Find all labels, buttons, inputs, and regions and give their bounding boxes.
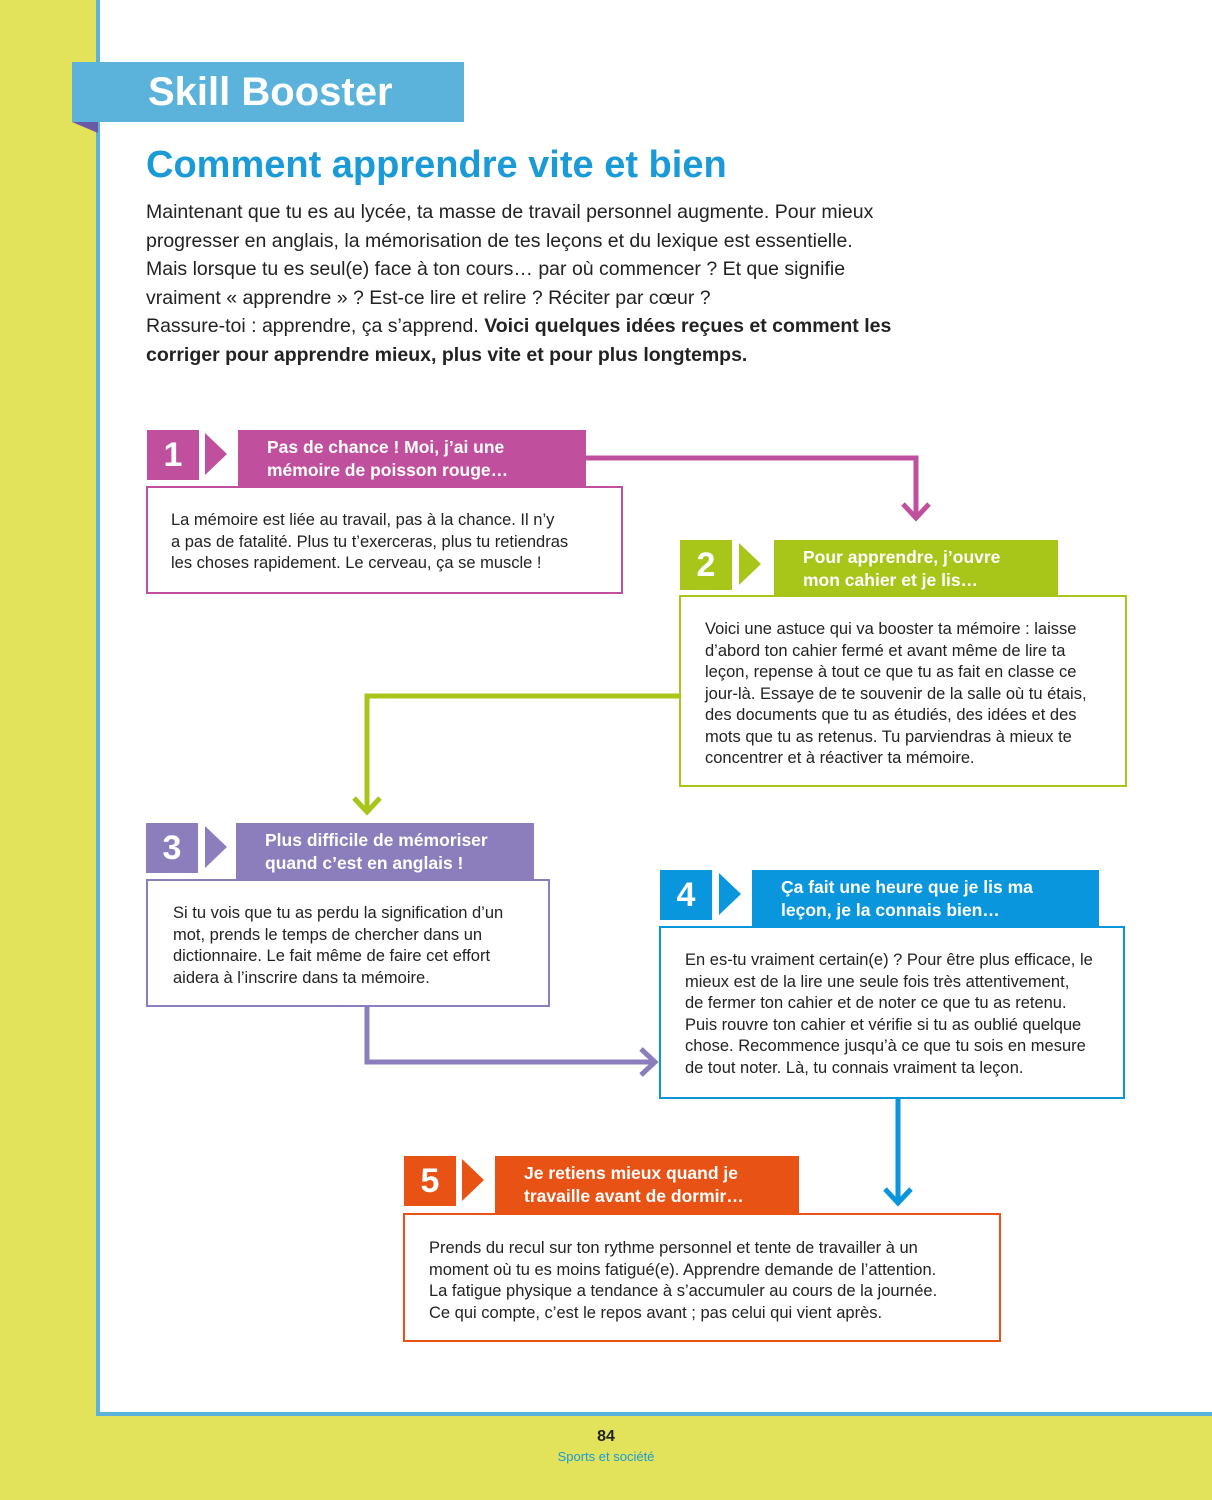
arrow-3-to-4 xyxy=(367,1007,655,1075)
step-5-body xyxy=(403,1213,1001,1342)
step-4-body xyxy=(659,926,1125,1099)
intro-line: Mais lorsque tu es seul(e) face à ton cours… par où commencer ? Et que signifie xyxy=(146,258,846,281)
step-2-heading xyxy=(774,540,1058,596)
heading-line: travaille avant de dormir… xyxy=(524,1185,744,1206)
body-line: leçon, repense à tout ce que tu as fait en classe ce xyxy=(705,663,1077,681)
heading-line: leçon, je la connais bien… xyxy=(781,899,1000,920)
intro-bold-text: Voici quelques idées reçues et comment les xyxy=(484,315,892,338)
intro-bold-text: corriger pour apprendre mieux, plus vite et pour plus longtemps. xyxy=(146,343,748,366)
page-title: Comment apprendre vite et bien xyxy=(146,144,727,186)
body-line: de fermer ton cahier et de noter ce que tu as retenu. xyxy=(685,994,1067,1012)
body-line: La mémoire est liée au travail, pas à la chance. Il n’y xyxy=(171,511,555,529)
body-line: mieux est de la lire une seule fois très attentivement, xyxy=(685,972,1070,991)
body-line: des documents que tu as étudiés, des idées et des xyxy=(705,706,1077,724)
arrow-4-to-5 xyxy=(885,1099,911,1203)
step-3-body xyxy=(146,879,550,1007)
heading-line: mon cahier et je lis… xyxy=(803,569,979,590)
body-line: concentrer et à réactiver ta mémoire. xyxy=(705,749,975,767)
body-line: de tout noter. Là, tu connais vraiment ta leçon. xyxy=(685,1058,1024,1077)
heading-line: Plus difficile de mémoriser xyxy=(265,830,488,850)
step-3-number: 3 xyxy=(146,823,198,873)
body-line: a pas de fatalité. Plus tu t’exerceras, plus tu retiendras xyxy=(171,532,569,551)
body-line: mot, prends le temps de chercher dans un xyxy=(173,925,483,944)
page-number: 84 xyxy=(597,1428,615,1445)
body-line: les choses rapidement. Le cerveau, ça se muscle ! xyxy=(171,554,542,572)
body-line: Ce qui compte, c’est le repos avant ; pas celui qui vient après. xyxy=(429,1303,883,1322)
step-2-body xyxy=(679,595,1127,787)
intro-line: vraiment « apprendre » ? Est-ce lire et relire ? Réciter par cœur ? xyxy=(146,286,711,309)
step-4-number: 4 xyxy=(660,870,712,920)
intro-line: Maintenant que tu es au lycée, ta masse de travail personnel augmente. Pour mieux xyxy=(146,201,874,223)
intro-text: Rassure-toi : apprendre, ça s’apprend. xyxy=(146,315,485,338)
body-line: aidera à l’inscrire dans ta mémoire. xyxy=(173,968,430,987)
body-line: chose. Recommence jusqu’à ce que tu sois en mesure xyxy=(685,1037,1086,1055)
arrow-1-to-2 xyxy=(586,458,929,518)
body-line: dictionnaire. Le fait même de faire cet effort xyxy=(173,947,491,965)
heading-line: mémoire de poisson rouge… xyxy=(267,459,509,480)
skill-booster-banner: Skill Booster xyxy=(72,62,464,122)
step-3-arrow-icon xyxy=(205,826,227,868)
step-4-arrow-icon xyxy=(719,873,741,915)
section-name: Sports et société xyxy=(557,1449,655,1464)
step-1-body xyxy=(146,486,623,594)
step-1-number: 1 xyxy=(147,430,199,480)
arrow-2-to-3 xyxy=(354,696,679,812)
body-line: Si tu vois que tu as perdu la signification d’un xyxy=(173,904,504,922)
heading-line: Ça fait une heure que je lis ma xyxy=(781,877,1033,897)
body-line: Voici une astuce qui va booster ta mémoire : laisse xyxy=(705,620,1077,638)
step-1-arrow-icon xyxy=(205,433,227,475)
step-4-heading xyxy=(752,870,1099,926)
step-5-arrow-icon xyxy=(462,1159,484,1201)
heading-line: quand c’est en anglais ! xyxy=(265,852,464,873)
heading-line: Pour apprendre, j’ouvre xyxy=(803,547,1001,567)
step-2-number: 2 xyxy=(680,540,732,590)
body-line: Prends du recul sur ton rythme personnel et tente de travailler à un xyxy=(429,1239,918,1257)
step-3-heading xyxy=(236,823,534,879)
body-line: moment où tu es moins fatigué(e). Apprendre demande de l’attention. xyxy=(429,1260,937,1279)
step-5-heading xyxy=(495,1156,799,1213)
heading-line: Pas de chance ! Moi, j’ai une xyxy=(267,437,505,457)
step-2-arrow-icon xyxy=(739,543,761,585)
step-1-heading xyxy=(238,430,586,486)
heading-line: Je retiens mieux quand je xyxy=(524,1163,738,1183)
step-5-number: 5 xyxy=(404,1156,456,1206)
body-line: d’abord ton cahier fermé et avant même de lire ta xyxy=(705,641,1066,660)
body-line: mots que tu as retenus. Tu parviendras à mieux te xyxy=(705,727,1072,746)
body-line: jour-là. Essaye de te souvenir de la salle où tu étais, xyxy=(705,684,1087,703)
body-line: En es-tu vraiment certain(e) ? Pour être plus efficace, le xyxy=(685,951,1093,969)
intro-line: progresser en anglais, la mémorisation de tes leçons et du lexique est essentielle. xyxy=(146,229,853,252)
body-line: Puis rouvre ton cahier et vérifie si tu as oublié quelque xyxy=(685,1015,1082,1034)
body-line: La fatigue physique a tendance à s’accumuler au cours de la journée. xyxy=(429,1282,938,1300)
